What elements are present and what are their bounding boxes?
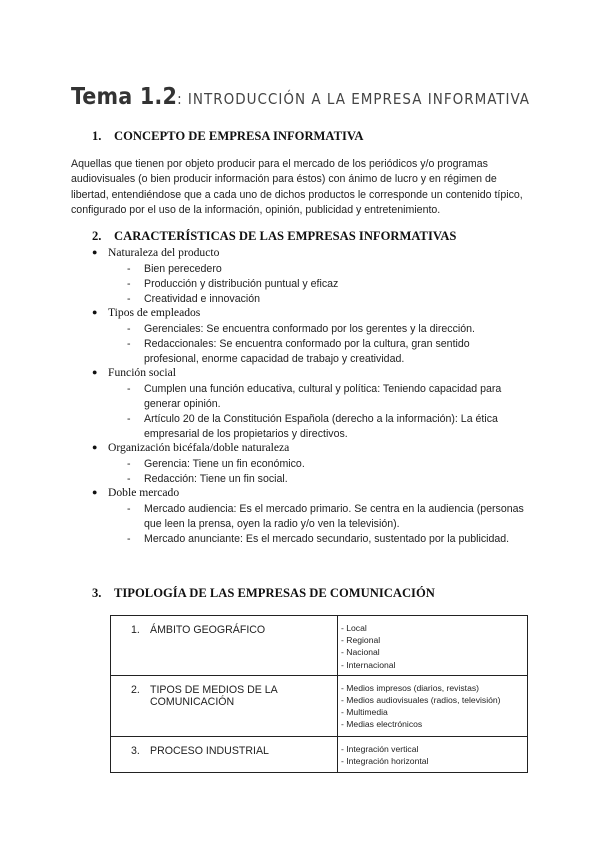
- sub-item-text: Creatividad e innovación: [144, 293, 261, 305]
- page-title: [71, 84, 530, 110]
- sub-item-text: Bien perecedero: [144, 263, 222, 275]
- characteristic-item: [92, 486, 179, 499]
- list-item: - Multimedia: [341, 707, 388, 718]
- section-number: 1.: [92, 129, 102, 143]
- characteristic-item: [92, 366, 176, 379]
- dash-icon: -: [127, 473, 131, 485]
- bullet-icon: ●: [92, 487, 98, 497]
- characteristic-item: [92, 441, 289, 454]
- sub-item-text: Artículo 20 de la Constitución Española (derecho a la información): La ética empresarial de los propietarios y directivos.: [144, 413, 498, 441]
- section-number: 3.: [92, 586, 102, 600]
- sub-item: [127, 472, 527, 487]
- characteristic-item: [92, 306, 200, 319]
- list-item: - Medios impresos (diarios, revistas): [341, 682, 480, 693]
- row-number: 1.: [131, 624, 140, 636]
- table-row: [111, 736, 528, 772]
- dash-icon: -: [127, 533, 131, 545]
- sub-item: [127, 262, 527, 277]
- bullet-icon: ●: [92, 307, 98, 317]
- section-heading-2: [92, 229, 456, 244]
- dash-icon: -: [127, 323, 131, 335]
- table-row: [111, 675, 528, 736]
- dash-icon: -: [127, 458, 131, 470]
- sub-item: [127, 277, 527, 292]
- sub-item: [127, 457, 527, 472]
- row-label: PROCESO INDUSTRIAL: [150, 744, 269, 757]
- list-item: - Local: [341, 623, 367, 633]
- table-items-cell: [338, 675, 528, 736]
- sub-item-text: Gerencia: Tiene un fin económico.: [144, 458, 305, 470]
- characteristic-label: Doble mercado: [108, 486, 180, 499]
- dash-icon: -: [127, 383, 131, 395]
- section-title: TIPOLOGÍA DE LAS EMPRESAS DE COMUNICACIÓN: [114, 586, 435, 600]
- sub-item-text: Mercado anunciante: Es el mercado secundario, sustentado por la publicidad.: [144, 533, 510, 545]
- concept-paragraph: Aquellas que tienen por objeto producir para el mercado de los periódicos y/o programas audiovisuales (o bien producir información para éstos) con ánimo de lucro y en régimen de libertad, entendiéndose que a cada uno de dichos productos le corresponde un contenido típico, configurado por el uso de la información, opinión, publicidad y entretenimiento.: [71, 158, 523, 216]
- sub-item-text: Gerenciales: Se encuentra conformado por los gerentes y la dirección.: [144, 323, 475, 335]
- table-items-cell: [338, 616, 528, 676]
- table-label-cell: [111, 736, 338, 772]
- title-main: Tema 1.2: [71, 84, 178, 110]
- section-heading-1: [92, 129, 363, 144]
- title-subtitle: : INTRODUCCIÓN A LA EMPRESA INFORMATIVA: [177, 90, 531, 108]
- sub-item: [127, 292, 527, 307]
- section-heading-3: [92, 586, 435, 601]
- sub-item: [127, 532, 527, 547]
- list-item: - Integración horizontal: [341, 756, 429, 767]
- table-label-cell: [111, 616, 338, 676]
- list-item: - Integración vertical: [341, 743, 419, 754]
- section-number: 2.: [92, 229, 102, 243]
- bullet-icon: ●: [92, 247, 98, 257]
- list-item: - Regional: [341, 635, 381, 646]
- list-item: - Nacional: [341, 647, 380, 658]
- characteristic-label: Naturaleza del producto: [108, 246, 220, 259]
- dash-icon: -: [127, 293, 131, 305]
- sub-item: [127, 382, 527, 412]
- bullet-icon: ●: [92, 442, 98, 452]
- dash-icon: -: [127, 278, 131, 290]
- sub-item-text: Cumplen una función educativa, cultural y política: Teniendo capacidad para generar opinión.: [144, 383, 502, 411]
- dash-icon: -: [127, 503, 131, 515]
- characteristic-label: Función social: [108, 366, 176, 379]
- table-row: [111, 616, 528, 676]
- dash-icon: -: [127, 413, 131, 425]
- dash-icon: -: [127, 263, 131, 275]
- row-number: 3.: [131, 744, 140, 757]
- bullet-icon: ●: [92, 367, 98, 377]
- list-item: - Medias electrónicos: [341, 719, 423, 730]
- row-label: ÁMBITO GEOGRÁFICO: [150, 624, 266, 636]
- sub-item: [127, 337, 527, 367]
- typology-table: [110, 615, 528, 773]
- sub-item: [127, 322, 527, 337]
- characteristic-item: [92, 246, 219, 259]
- row-label: TIPOS DE MEDIOS DE LA COMUNICACIÓN: [150, 683, 278, 709]
- table-label-cell: [111, 675, 338, 736]
- section-title: CONCEPTO DE EMPRESA INFORMATIVA: [114, 129, 364, 143]
- sub-item-text: Mercado audiencia: Es el mercado primario. Se centra en la audiencia (personas que leen la prensa, oyen la radio y/o ven la televisión).: [144, 503, 524, 531]
- sub-item-text: Redacción: Tiene un fin social.: [144, 473, 288, 485]
- table-items-cell: [338, 736, 528, 772]
- characteristic-label: Organización bicéfala/doble naturaleza: [108, 441, 290, 454]
- section-title: CARACTERÍSTICAS DE LAS EMPRESAS INFORMATIVAS: [114, 229, 457, 243]
- sub-item: [127, 502, 527, 532]
- characteristic-label: Tipos de empleados: [108, 306, 201, 319]
- sub-item-text: Producción y distribución puntual y eficaz: [144, 278, 339, 290]
- row-number: 2.: [131, 683, 140, 696]
- sub-item: [127, 412, 527, 442]
- list-item: - Medios audiovisuales (radios, televisión): [341, 695, 501, 706]
- dash-icon: -: [127, 338, 131, 350]
- list-item: - Internacional: [341, 659, 396, 670]
- sub-item-text: Redaccionales: Se encuentra conformado por la cultura, gran sentido profesional, enorme capacidad de trabajo y creatividad.: [144, 338, 470, 366]
